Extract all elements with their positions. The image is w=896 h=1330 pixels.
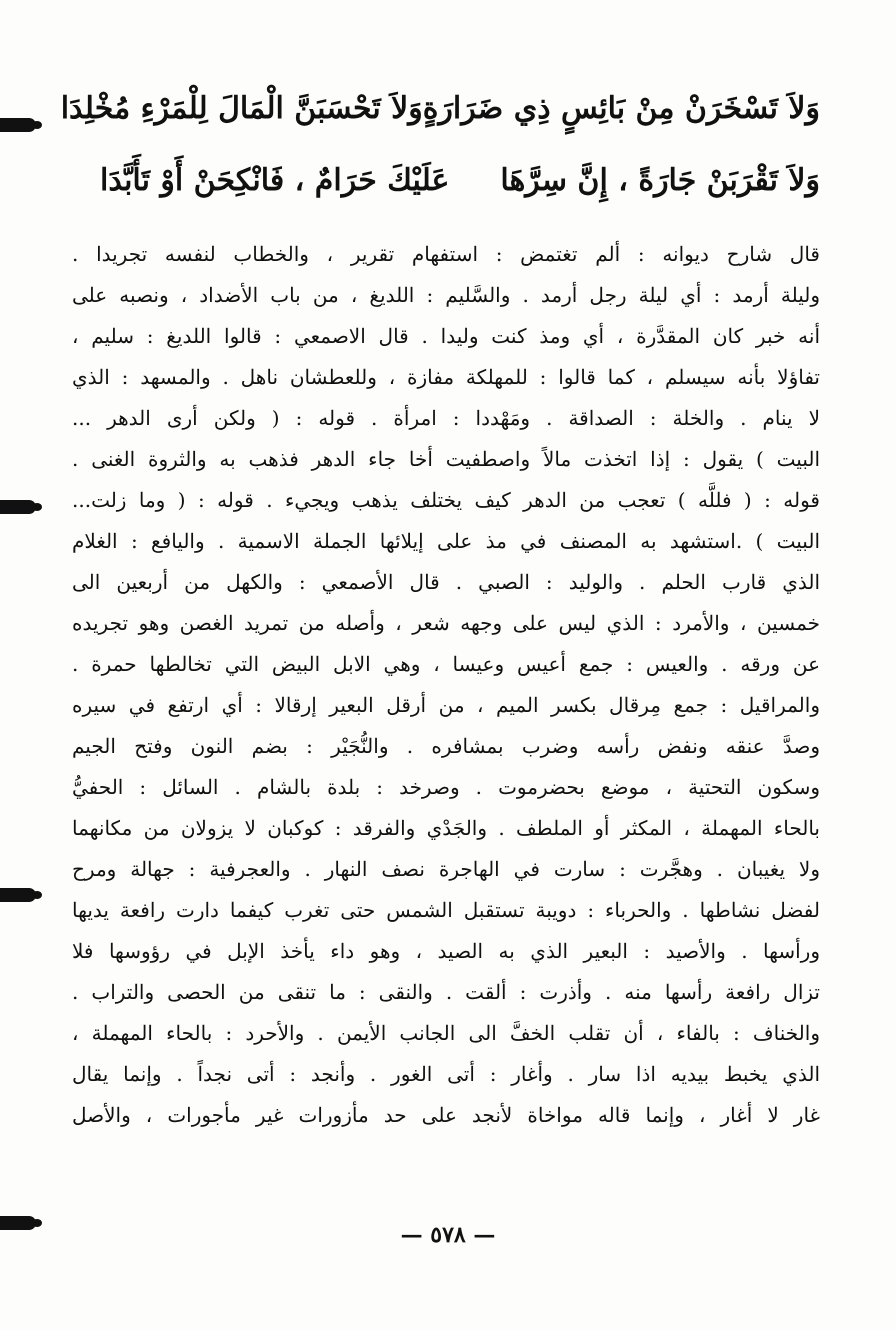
commentary-line: عن ورقه . والعيس : جمع أعيس وعيسا ، وهي الابل البيض التي تخالطها حمرة . [72, 652, 820, 676]
commentary-line: قوله : ( فللَّه ) تعجب من الدهر كيف يختلف يذهب ويجيء . قوله : ( وما زلت... [72, 488, 820, 512]
verse-second-hemistich: عَلَيْكَ حَرَامٌ ، فَانْكِحَنْ أَوْ تَأَبَّدَا [100, 162, 450, 198]
commentary-text [72, 234, 820, 1136]
commentary-line: أنه خبر كان المقدَّرة ، أي ومذ كنت وليدا . قال الاصمعي : قالوا اللديغ : سليم ، [72, 324, 820, 348]
commentary-line: وصدَّ عنقه ونفض رأسه وضرب بمشافره . والنُّجَيْر : بضم النون وفتح الجيم [72, 734, 820, 758]
commentary-line: غار لا أغار ، وإنما قاله مواخاة لأنجد على حد مأزورات غير مأجورات ، والأصل [72, 1103, 820, 1127]
margin-ink-mark [0, 118, 36, 132]
commentary-line: والخناف : بالفاء ، أن تقلب الخفَّ الى الجانب الأيمن . والأحرد : بالحاء المهملة ، [72, 1021, 820, 1045]
commentary-line: البيت ) يقول : إذا اتخذت مالاً واصطفيت أخا جاء الدهر فذهب به والثروة الغنى . [72, 447, 820, 471]
commentary-line: بالحاء المهملة ، المكثر أو الملطف . والجَدْي والفرقد : كوكبان لا يزولان من مكانهما [72, 816, 820, 840]
commentary-line: الذي يخبط بيديه اذا سار . وأغار : أتى الغور . وأنجد : أتى نجداً . وإنما يقال [72, 1062, 820, 1086]
commentary-line: والمراقيل : جمع مِرقال بكسر الميم ، من أرقل البعير إرقالا : أي ارتفع في سيره [72, 693, 820, 717]
commentary-line: لفضل نشاطها . والحرباء : دويبة تستقبل الشمس حتى تغرب كيفما دارت رافعة يديها [72, 898, 820, 922]
verse-line [100, 144, 820, 216]
margin-ink-mark [0, 500, 36, 514]
commentary-line: لا ينام . والخلة : الصداقة . ومَهْددا : امرأة . قوله : ( ولكن أرى الدهر ... [72, 406, 820, 430]
verse-line [60, 72, 820, 144]
commentary-line: خمسين ، والأمرد : الذي ليس على وجهه شعر ، وأصله من تمريد الغصن وهو تجريده [72, 611, 820, 635]
commentary-line: ورأسها . والأصيد : البعير الذي به الصيد ، وهو داء يأخذ الإبل في رؤوسها فلا [72, 939, 820, 963]
commentary-line: قال شارح ديوانه : ألم تغتمض : استفهام تقرير ، والخطاب لنفسه تجريدا . [72, 242, 820, 266]
page-number: — ٥٧٨ — [400, 1222, 496, 1248]
verse-first-hemistich: وَلاَ تَقْرَبَنْ جَارَةً ، إِنَّ سِرَّهَا [500, 162, 820, 198]
commentary-line: ولا يغيبان . وهجَّرت : سارت في الهاجرة نصف النهار . والعجرفية : جهالة ومرح [72, 857, 820, 881]
commentary-line: وليلة أرمد : أي ليلة رجل أرمد . والسَّليم : اللديغ ، من باب الأضداد ، ونصبه على [72, 283, 820, 307]
commentary-line: الذي قارب الحلم . والوليد : الصبي . قال الأصمعي : والكهل من أربعين الى [72, 570, 820, 594]
commentary-line: البيت ) .استشهد به المصنف في مذ على إيلائها الجملة الاسمية . واليافع : الغلام [72, 529, 820, 553]
commentary-line: وسكون التحتية ، موضع بحضرموت . وصرخد : بلدة بالشام . السائل : الحفيُّ [72, 775, 820, 799]
commentary-line: تزال رافعة رأسها منه . وأذرت : ألقت . والنقى : ما تنقى من الحصى والتراب . [72, 980, 820, 1004]
poem-verses [60, 72, 820, 216]
verse-second-hemistich: وَلاَ تَحْسَبَنَّ الْمَالَ لِلْمَرْءِ مُخْلِدَا [60, 90, 423, 126]
verse-first-hemistich: وَلاَ تَسْخَرَنْ مِنْ بَائِسٍ ذِي ضَرَارَةٍ [422, 90, 820, 126]
margin-ink-mark [0, 888, 36, 902]
commentary-line: تفاؤلا بأنه سيسلم ، كما قالوا : للمهلكة مفازة ، وللعطشان ناهل . والمسهد : الذي [72, 365, 820, 389]
